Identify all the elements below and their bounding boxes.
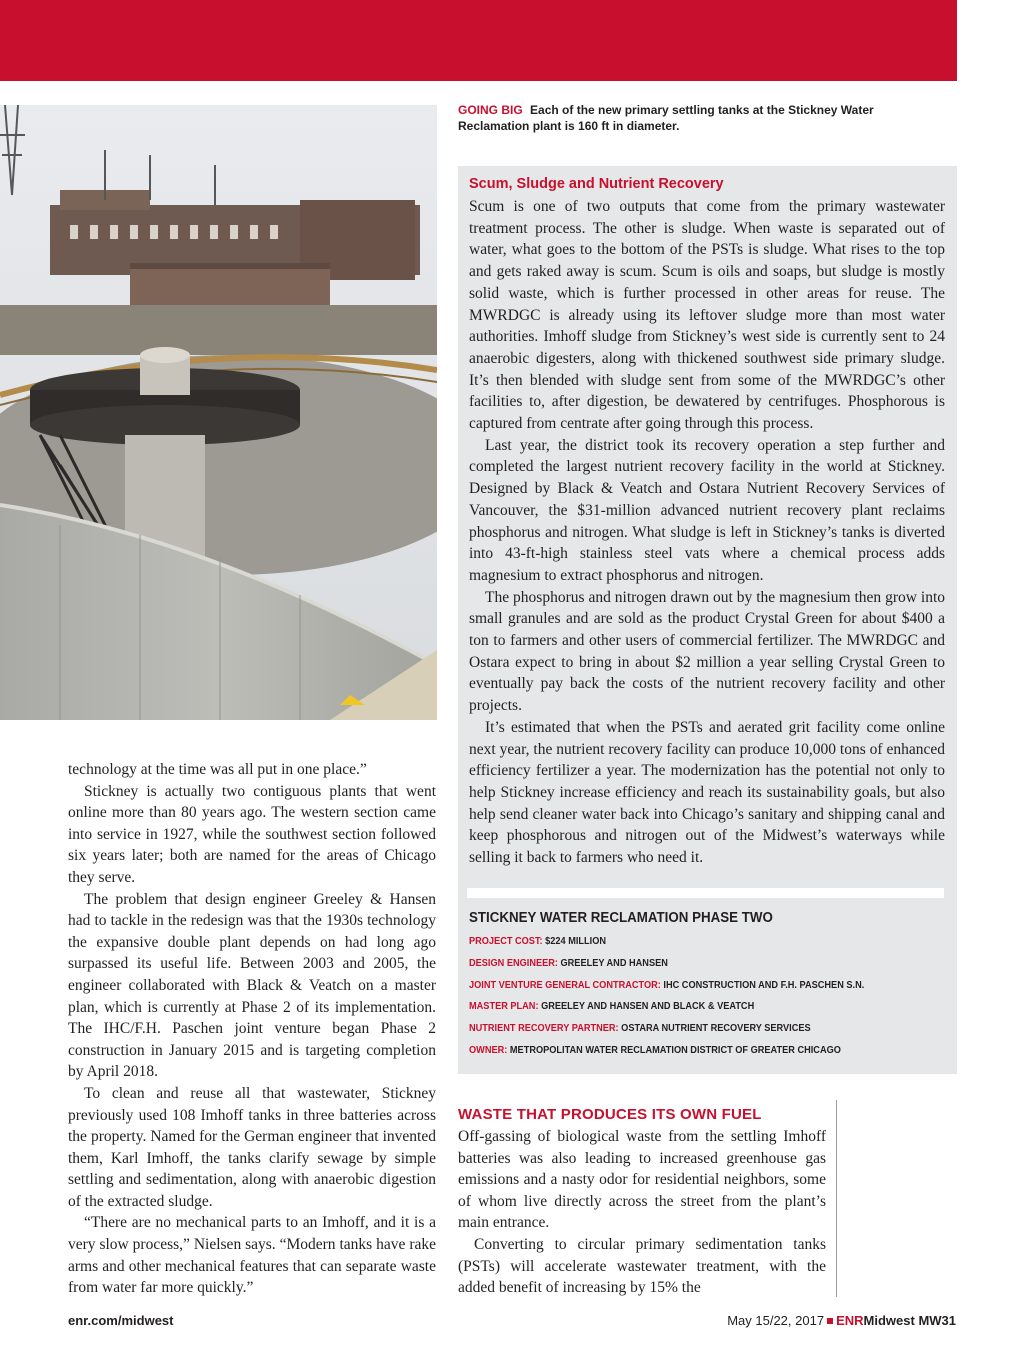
square-bullet-icon [827,1318,833,1324]
sidebar-paragraph: The phosphorus and nitrogen drawn out by the magnesium then grow into small granules and are sold as the product Crystal Green for about $400 a ton to farmers and other users of commercial fertilizer. The MWRDGC and Ostara expect to bring in about $2 million a year selling Crystal Green to eventually pay back the costs of the nutrient recovery facility and other projects. [469,588,945,715]
project-facts-list [469,936,949,1067]
body-paragraph: The problem that design engineer Greeley & Hansen had to tackle in the redesign was that the 1930s technology the expansive double plant depends on had long ago surpassed its useful life. Between 2003 and 2005, the engineer collaborated with Black & Veatch on a master plan, which is currently at Phase 2 of its implementation. The IHC/F.H. Paschen joint venture began Phase 2 construction in January 2015 and is targeting completion by April 2018. [68,890,436,1081]
fact-label: PROJECT COST: [469,936,543,947]
body-paragraph: Stickney is actually two contiguous plants that went online more than 80 years ago. The western section came into service in 1927, while the southwest section followed six years later; both are named for the areas of Chicago they serve. [68,782,436,886]
sidebar-paragraph: Last year, the district took its recovery operation a step further and completed the largest nutrient recovery facility in the world at Stickney. Designed by Black & Veatch and Ostara Nutrient Recovery Services of Vancouver, the $31-million advanced nutrient recovery plant reclaims phosphorus and nitrogen. What sludge is left in Stickney’s tanks is diverted into 43-ft-high stainless steel vats where a chemical process adds magnesium to extract phosphorus and nitrogen. [469,436,945,584]
footer-brand-midwest: Midwest [863,1313,915,1328]
sidebar-paragraph: It’s estimated that when the PSTs and aerated grit facility come online next year, the nutrient recovery facility can produce 10,000 tons of enhanced efficiency fertilizer a year. The modernization has the potential not only to help Stickney increase efficiency and reach its sustainability goals, but also help send cleaner water back into Chicago’s sanitary and shipping canal and keep phosphorous and nitrogen out of the Midwest’s waterways while selling it back to farmers who need it. [469,718,945,867]
left-column-body [68,759,436,1299]
body-paragraph: “There are no mechanical parts to an Imhoff, and it is a very slow process,” Nielsen says. “Modern tanks have rake arms and other mechanical features that can separate waste from water far more quickly.” [68,1214,436,1297]
photo-caption [458,102,928,134]
project-fact [469,1023,911,1045]
top-red-banner [0,0,957,81]
project-fact [469,1045,911,1067]
fact-label: MASTER PLAN: [469,1001,539,1013]
project-title: STICKNEY WATER RECLAMATION PHASE TWO [469,910,773,926]
construction-photo [0,105,437,720]
body-paragraph: To clean and reuse all that wastewater, Stickney previously used 108 Imhoff tanks in three batteries across the property. Named for the German engineer that invented them, Karl Imhoff, the tanks clarify sewage by simple settling and sedimentation, along with anaerobic digestion of the extracted sludge. [68,1084,436,1210]
sidebar-divider [467,888,944,898]
fact-value: IHC CONSTRUCTION AND F.H. PASCHEN S.N. [663,979,865,991]
footer-date: May 15/22, 2017 [727,1313,825,1328]
sidebar-heading: Scum, Sludge and Nutrient Recovery [469,176,724,192]
fact-label: DESIGN ENGINEER: [469,957,558,969]
fact-label: NUTRIENT RECOVERY PARTNER: [469,1023,619,1035]
column-rule [836,1100,837,1297]
fact-label: JOINT VENTURE GENERAL CONTRACTOR: [469,979,661,991]
body-paragraph: Off-gassing of biological waste from the settling Imhoff batteries was also leading to increased greenhouse gas emissions and a nasty odor for residential neighbors, some of whom live directly across the street from the plant’s main entrance. [458,1128,826,1232]
fact-value: METROPOLITAN WATER RECLAMATION DISTRICT OF GREATER CHICAGO [509,1044,841,1056]
fact-value: GREELEY AND HANSEN [560,957,668,969]
sidebar-body [469,196,945,869]
fact-value: $224 MILLION [545,936,607,947]
fact-label: OWNER: [469,1044,508,1056]
fact-value: GREELEY AND HANSEN AND BLACK & VEATCH [541,1001,755,1013]
project-fact [469,958,911,980]
footer-page-number: MW31 [918,1313,956,1328]
waste-article-body [458,1126,826,1299]
caption-text: Each of the new primary settling tanks at the Stickney Water Reclamation plant is 160 ft in diameter. [458,103,874,133]
body-paragraph: Converting to circular primary sedimentation tanks (PSTs) will accelerate wastewater treatment, with the added benefit of increasing by 15% the [458,1235,826,1297]
fact-value: OSTARA NUTRIENT RECOVERY SERVICES [621,1023,811,1035]
body-paragraph: technology at the time was all put in one place.” [68,761,367,778]
project-fact [469,1001,911,1023]
project-fact [469,980,911,1002]
footer-brand-enr: ENR [836,1313,864,1328]
waste-article-heading: WASTE THAT PRODUCES ITS OWN FUEL [458,1106,762,1123]
footer-folio [727,1313,956,1328]
project-fact [469,936,911,958]
sidebar-paragraph: Scum is one of two outputs that come from the primary wastewater treatment process. The other is sludge. When waste is separated out of water, what goes to the bottom of the PSTs is sludge. What rises to the top and gets raked away is scum. Scum is oils and soaps, but sludge is mostly solid waste, which is further processed in other areas for reuse. The MWRDGC is already using its leftover sludge more than most water authorities. Imhoff sludge from Stickney’s west side is currently sent to 24 anaerobic digesters, along with thickened southwest side primary sludge. It’s then blended with sludge sent from some of the MWRDGC’s other facilities to, after digestion, be dewatered by centrifuges. Phosphorous is captured from centrate after going through this process. [469,198,945,433]
caption-kicker: GOING BIG [458,103,523,117]
footer-url: enr.com/midwest [68,1313,174,1328]
